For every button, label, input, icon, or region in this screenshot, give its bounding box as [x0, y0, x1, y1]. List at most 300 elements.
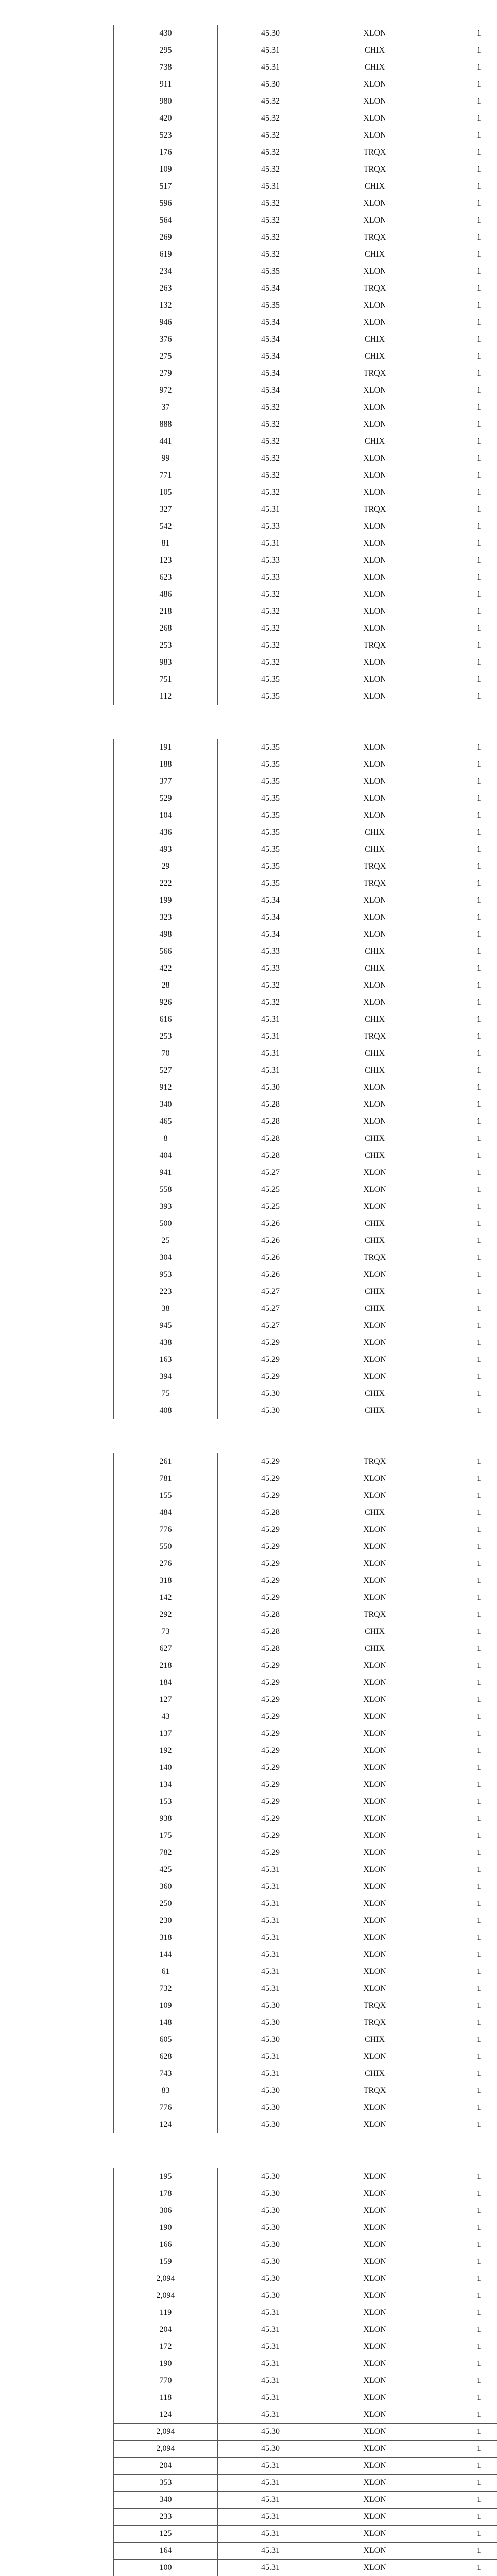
venue-cell: XLON	[323, 994, 426, 1011]
volume-cell: 191	[114, 739, 218, 756]
price-cell: 45.31	[218, 59, 323, 76]
price-cell: 45.31	[218, 1980, 323, 1997]
table-row	[114, 552, 497, 569]
time-cell: 1	[426, 688, 497, 705]
venue-cell: XLON	[323, 1368, 426, 1385]
table-row	[114, 1691, 497, 1708]
table-row	[114, 1861, 497, 1878]
table-row	[114, 1725, 497, 1742]
venue-cell: XLON	[323, 416, 426, 433]
table-row	[114, 93, 497, 110]
venue-cell: CHIX	[323, 943, 426, 960]
time-cell: 1	[426, 1912, 497, 1929]
table-row	[114, 960, 497, 977]
price-cell: 45.28	[218, 1147, 323, 1164]
volume-cell: 628	[114, 2048, 218, 2065]
price-cell: 45.30	[218, 2202, 323, 2219]
table-row	[114, 2406, 497, 2424]
volume-cell: 306	[114, 2202, 218, 2219]
time-cell: 1	[426, 1334, 497, 1351]
volume-cell: 127	[114, 1691, 218, 1708]
table-row	[114, 2253, 497, 2270]
price-cell: 45.26	[218, 1266, 323, 1283]
venue-cell: XLON	[323, 2304, 426, 2321]
table-row	[114, 2116, 497, 2133]
price-cell: 45.31	[218, 501, 323, 518]
table-row	[114, 1096, 497, 1113]
price-cell: 45.32	[218, 399, 323, 416]
volume-cell: 124	[114, 2116, 218, 2133]
volume-cell: 218	[114, 1657, 218, 1674]
volume-cell: 159	[114, 2253, 218, 2270]
time-cell: 1	[426, 382, 497, 399]
volume-cell: 163	[114, 1351, 218, 1368]
time-cell: 1	[426, 1521, 497, 1538]
price-cell: 45.34	[218, 892, 323, 909]
price-cell: 45.29	[218, 1453, 323, 1470]
time-cell: 1	[426, 1351, 497, 1368]
time-cell: 1	[426, 637, 497, 654]
time-cell: 1	[426, 2065, 497, 2082]
venue-cell: XLON	[323, 1317, 426, 1334]
venue-cell: XLON	[323, 2441, 426, 2458]
volume-cell: 268	[114, 620, 218, 637]
volume-cell: 2,094	[114, 2424, 218, 2441]
price-cell: 45.32	[218, 620, 323, 637]
time-cell: 1	[426, 1827, 497, 1844]
table-row	[114, 1674, 497, 1691]
trades-table-body	[114, 25, 497, 705]
venue-cell: XLON	[323, 892, 426, 909]
time-cell: 1	[426, 1130, 497, 1147]
time-cell: 1	[426, 2082, 497, 2099]
volume-cell: 566	[114, 943, 218, 960]
time-cell: 1	[426, 1487, 497, 1504]
table-row	[114, 1113, 497, 1130]
price-cell: 45.31	[218, 2526, 323, 2543]
table-row	[114, 1504, 497, 1521]
venue-cell: TRQX	[323, 161, 426, 178]
table-row	[114, 807, 497, 824]
venue-cell: XLON	[323, 263, 426, 280]
volume-cell: 616	[114, 1011, 218, 1028]
time-cell: 1	[426, 2526, 497, 2543]
time-cell: 1	[426, 280, 497, 297]
table-row	[114, 688, 497, 705]
venue-cell: XLON	[323, 1521, 426, 1538]
venue-cell: XLON	[323, 382, 426, 399]
table-row	[114, 2236, 497, 2253]
table-row	[114, 2219, 497, 2236]
table-row	[114, 1521, 497, 1538]
trades-table-page-4	[113, 2168, 497, 2576]
venue-cell: XLON	[323, 484, 426, 501]
price-cell: 45.30	[218, 2099, 323, 2116]
time-cell: 1	[426, 110, 497, 127]
venue-cell: XLON	[323, 1674, 426, 1691]
table-row	[114, 382, 497, 399]
venue-cell: TRQX	[323, 1453, 426, 1470]
time-cell: 1	[426, 59, 497, 76]
venue-cell: CHIX	[323, 824, 426, 841]
venue-cell: XLON	[323, 1657, 426, 1674]
volume-cell: 318	[114, 1929, 218, 1946]
table-row	[114, 875, 497, 892]
time-cell: 1	[426, 858, 497, 875]
volume-cell: 61	[114, 1963, 218, 1980]
table-row	[114, 2168, 497, 2185]
volume-cell: 436	[114, 824, 218, 841]
price-cell: 45.29	[218, 1776, 323, 1793]
time-cell: 1	[426, 926, 497, 943]
volume-cell: 276	[114, 1555, 218, 1572]
table-row	[114, 2372, 497, 2389]
time-cell: 1	[426, 1623, 497, 1640]
price-cell: 45.31	[218, 1929, 323, 1946]
venue-cell: XLON	[323, 314, 426, 331]
table-row	[114, 484, 497, 501]
time-cell: 1	[426, 212, 497, 229]
price-cell: 45.35	[218, 824, 323, 841]
venue-cell: XLON	[323, 2185, 426, 2202]
table-row	[114, 2270, 497, 2287]
venue-cell: XLON	[323, 2338, 426, 2355]
price-cell: 45.32	[218, 416, 323, 433]
time-cell: 1	[426, 2492, 497, 2509]
time-cell: 1	[426, 1725, 497, 1742]
price-cell: 45.35	[218, 263, 323, 280]
venue-cell: XLON	[323, 2355, 426, 2372]
venue-cell: XLON	[323, 2458, 426, 2475]
volume-cell: 70	[114, 1045, 218, 1062]
time-cell: 1	[426, 2048, 497, 2065]
venue-cell: TRQX	[323, 1997, 426, 2014]
time-cell: 1	[426, 1368, 497, 1385]
table-row	[114, 1317, 497, 1334]
price-cell: 45.31	[218, 1028, 323, 1045]
venue-cell: TRQX	[323, 1249, 426, 1266]
price-cell: 45.33	[218, 518, 323, 535]
volume-cell: 623	[114, 569, 218, 586]
venue-cell: XLON	[323, 2509, 426, 2526]
table-row	[114, 1011, 497, 1028]
price-cell: 45.29	[218, 1589, 323, 1606]
table-row	[114, 535, 497, 552]
volume-cell: 425	[114, 1861, 218, 1878]
table-row	[114, 773, 497, 790]
venue-cell: CHIX	[323, 433, 426, 450]
volume-cell: 105	[114, 484, 218, 501]
table-row	[114, 416, 497, 433]
price-cell: 45.29	[218, 1368, 323, 1385]
volume-cell: 484	[114, 1504, 218, 1521]
venue-cell: XLON	[323, 2543, 426, 2560]
table-row	[114, 926, 497, 943]
table-row	[114, 1470, 497, 1487]
time-cell: 1	[426, 42, 497, 59]
venue-cell: XLON	[323, 1334, 426, 1351]
time-cell: 1	[426, 93, 497, 110]
volume-cell: 340	[114, 2492, 218, 2509]
time-cell: 1	[426, 1283, 497, 1300]
price-cell: 45.31	[218, 2475, 323, 2492]
volume-cell: 393	[114, 1198, 218, 1215]
venue-cell: XLON	[323, 1691, 426, 1708]
table-row	[114, 1062, 497, 1079]
venue-cell: XLON	[323, 1589, 426, 1606]
table-row	[114, 586, 497, 603]
trades-table-page-1	[113, 25, 497, 705]
venue-cell: XLON	[323, 2202, 426, 2219]
price-cell: 45.31	[218, 2389, 323, 2406]
venue-cell: XLON	[323, 654, 426, 671]
venue-cell: XLON	[323, 1572, 426, 1589]
price-cell: 45.35	[218, 739, 323, 756]
volume-cell: 770	[114, 2372, 218, 2389]
price-cell: 45.34	[218, 314, 323, 331]
time-cell: 1	[426, 2389, 497, 2406]
volume-cell: 43	[114, 1708, 218, 1725]
time-cell: 1	[426, 1164, 497, 1181]
table-row	[114, 1623, 497, 1640]
table-row	[114, 1810, 497, 1827]
venue-cell: TRQX	[323, 1606, 426, 1623]
volume-cell: 104	[114, 807, 218, 824]
volume-cell: 430	[114, 25, 218, 42]
time-cell: 1	[426, 2031, 497, 2048]
table-row	[114, 892, 497, 909]
time-cell: 1	[426, 909, 497, 926]
price-cell: 45.32	[218, 161, 323, 178]
volume-cell: 190	[114, 2219, 218, 2236]
venue-cell: XLON	[323, 756, 426, 773]
price-cell: 45.31	[218, 1912, 323, 1929]
time-cell: 1	[426, 535, 497, 552]
venue-cell: XLON	[323, 1776, 426, 1793]
time-cell: 1	[426, 1895, 497, 1912]
table-row	[114, 1844, 497, 1861]
venue-cell: XLON	[323, 1895, 426, 1912]
venue-cell: XLON	[323, 93, 426, 110]
table-row	[114, 1538, 497, 1555]
volume-cell: 204	[114, 2458, 218, 2475]
time-cell: 1	[426, 467, 497, 484]
time-cell: 1	[426, 484, 497, 501]
time-cell: 1	[426, 603, 497, 620]
table-row	[114, 2338, 497, 2355]
price-cell: 45.32	[218, 212, 323, 229]
time-cell: 1	[426, 807, 497, 824]
volume-cell: 376	[114, 331, 218, 348]
table-row	[114, 569, 497, 586]
price-cell: 45.34	[218, 331, 323, 348]
price-cell: 45.30	[218, 2287, 323, 2304]
venue-cell: XLON	[323, 2492, 426, 2509]
volume-cell: 269	[114, 229, 218, 246]
venue-cell: CHIX	[323, 1011, 426, 1028]
price-cell: 45.31	[218, 2355, 323, 2372]
venue-cell: XLON	[323, 297, 426, 314]
table-row	[114, 1878, 497, 1895]
venue-cell: CHIX	[323, 1300, 426, 1317]
table-row	[114, 2355, 497, 2372]
table-row	[114, 1572, 497, 1589]
volume-cell: 192	[114, 1742, 218, 1759]
price-cell: 45.29	[218, 1674, 323, 1691]
venue-cell: XLON	[323, 2099, 426, 2116]
venue-cell: XLON	[323, 110, 426, 127]
venue-cell: XLON	[323, 1079, 426, 1096]
table-row	[114, 2560, 497, 2576]
venue-cell: CHIX	[323, 1147, 426, 1164]
price-cell: 45.31	[218, 2458, 323, 2475]
price-cell: 45.29	[218, 1810, 323, 1827]
venue-cell: XLON	[323, 1164, 426, 1181]
price-cell: 45.32	[218, 144, 323, 161]
time-cell: 1	[426, 229, 497, 246]
time-cell: 1	[426, 365, 497, 382]
volume-cell: 175	[114, 1827, 218, 1844]
volume-cell: 250	[114, 1895, 218, 1912]
volume-cell: 377	[114, 773, 218, 790]
price-cell: 45.28	[218, 1130, 323, 1147]
volume-cell: 25	[114, 1232, 218, 1249]
volume-cell: 2,094	[114, 2270, 218, 2287]
venue-cell: XLON	[323, 518, 426, 535]
time-cell: 1	[426, 841, 497, 858]
price-cell: 45.35	[218, 297, 323, 314]
trades-table-body	[114, 739, 497, 1419]
volume-cell: 438	[114, 1334, 218, 1351]
venue-cell: XLON	[323, 1759, 426, 1776]
table-row	[114, 212, 497, 229]
price-cell: 45.31	[218, 2560, 323, 2576]
volume-cell: 142	[114, 1589, 218, 1606]
volume-cell: 732	[114, 1980, 218, 1997]
volume-cell: 527	[114, 1062, 218, 1079]
time-cell: 1	[426, 1742, 497, 1759]
table-row	[114, 858, 497, 875]
price-cell: 45.29	[218, 1521, 323, 1538]
time-cell: 1	[426, 552, 497, 569]
table-row	[114, 1759, 497, 1776]
table-row	[114, 1028, 497, 1045]
price-cell: 45.28	[218, 1623, 323, 1640]
volume-cell: 144	[114, 1946, 218, 1963]
price-cell: 45.35	[218, 858, 323, 875]
volume-cell: 99	[114, 450, 218, 467]
venue-cell: TRQX	[323, 280, 426, 297]
table-row	[114, 178, 497, 195]
price-cell: 45.31	[218, 1062, 323, 1079]
trades-table-body	[114, 2168, 497, 2576]
volume-cell: 253	[114, 637, 218, 654]
price-cell: 45.35	[218, 790, 323, 807]
venue-cell: XLON	[323, 909, 426, 926]
table-row	[114, 1232, 497, 1249]
venue-cell: XLON	[323, 399, 426, 416]
price-cell: 45.34	[218, 348, 323, 365]
time-cell: 1	[426, 2304, 497, 2321]
table-row	[114, 943, 497, 960]
table-row	[114, 1402, 497, 1419]
table-row	[114, 824, 497, 841]
table-row	[114, 1708, 497, 1725]
time-cell: 1	[426, 1980, 497, 1997]
table-row	[114, 1368, 497, 1385]
table-row	[114, 110, 497, 127]
time-cell: 1	[426, 875, 497, 892]
venue-cell: XLON	[323, 2560, 426, 2576]
price-cell: 45.30	[218, 1997, 323, 2014]
price-cell: 45.30	[218, 2424, 323, 2441]
time-cell: 1	[426, 348, 497, 365]
table-row	[114, 1215, 497, 1232]
table-row	[114, 450, 497, 467]
volume-cell: 2,094	[114, 2441, 218, 2458]
time-cell: 1	[426, 2372, 497, 2389]
volume-cell: 938	[114, 1810, 218, 1827]
table-row	[114, 2202, 497, 2219]
volume-cell: 564	[114, 212, 218, 229]
price-cell: 45.32	[218, 637, 323, 654]
venue-cell: XLON	[323, 467, 426, 484]
price-cell: 45.32	[218, 603, 323, 620]
time-cell: 1	[426, 1861, 497, 1878]
time-cell: 1	[426, 263, 497, 280]
venue-cell: XLON	[323, 1912, 426, 1929]
time-cell: 1	[426, 1266, 497, 1283]
venue-cell: XLON	[323, 2236, 426, 2253]
table-row	[114, 2321, 497, 2338]
volume-cell: 912	[114, 1079, 218, 1096]
venue-cell: XLON	[323, 1181, 426, 1198]
table-row	[114, 195, 497, 212]
venue-cell: XLON	[323, 620, 426, 637]
table-row	[114, 501, 497, 518]
volume-cell: 123	[114, 552, 218, 569]
table-row	[114, 1742, 497, 1759]
time-cell: 1	[426, 297, 497, 314]
time-cell: 1	[426, 1470, 497, 1487]
table-row	[114, 2031, 497, 2048]
table-row	[114, 1640, 497, 1657]
venue-cell: CHIX	[323, 960, 426, 977]
volume-cell: 627	[114, 1640, 218, 1657]
price-cell: 45.29	[218, 1725, 323, 1742]
table-row	[114, 1300, 497, 1317]
time-cell: 1	[426, 2202, 497, 2219]
price-cell: 45.31	[218, 42, 323, 59]
table-row	[114, 1147, 497, 1164]
venue-cell: XLON	[323, 688, 426, 705]
volume-cell: 125	[114, 2526, 218, 2543]
time-cell: 1	[426, 824, 497, 841]
table-row	[114, 2099, 497, 2116]
volume-cell: 323	[114, 909, 218, 926]
table-row	[114, 2492, 497, 2509]
venue-cell: XLON	[323, 1810, 426, 1827]
volume-cell: 119	[114, 2304, 218, 2321]
venue-cell: XLON	[323, 1725, 426, 1742]
time-cell: 1	[426, 1929, 497, 1946]
price-cell: 45.26	[218, 1249, 323, 1266]
volume-cell: 751	[114, 671, 218, 688]
time-cell: 1	[426, 2287, 497, 2304]
venue-cell: XLON	[323, 552, 426, 569]
table-row	[114, 59, 497, 76]
table-row	[114, 433, 497, 450]
